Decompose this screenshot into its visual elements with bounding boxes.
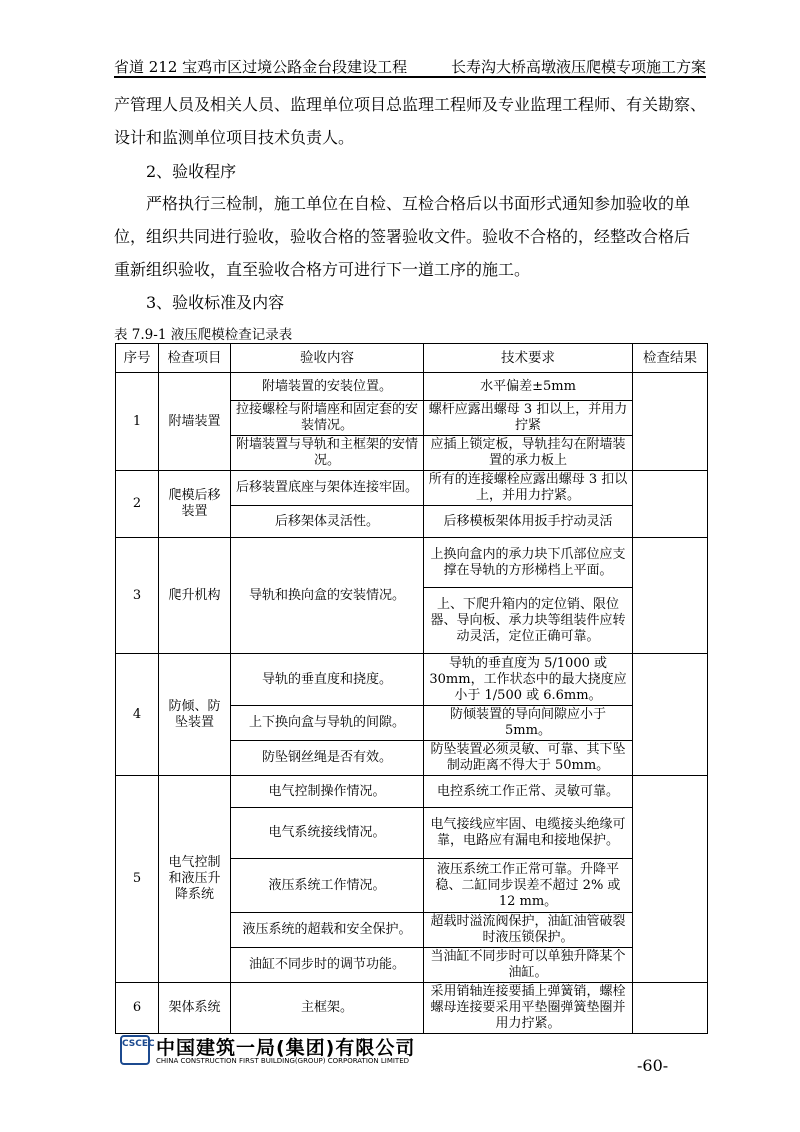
table-row [116,776,708,808]
inspection-result [633,654,708,776]
page-number: -60- [637,1056,669,1075]
acceptance-content: 附墙装置与导轨和主框架的安情况。 [231,436,424,471]
table-row [116,471,708,506]
inspection-item: 架体系统 [159,983,231,1034]
table-row [116,373,708,401]
row-number: 2 [116,471,159,538]
text-line: 设计和监测单位项目技术负责人。 [114,128,355,147]
table-header-row [116,344,708,373]
technical-requirement: 电气接线应牢固、电缆接头绝缘可靠，电路应有漏电和接地保护。 [424,808,633,859]
table-row [116,654,708,706]
row-number: 1 [116,373,159,471]
inspection-result [633,538,708,654]
section-heading-2: 2、验收程序 [146,162,237,181]
acceptance-content: 附墙装置的安装位置。 [231,373,424,401]
inspection-table [115,343,708,1034]
inspection-item: 电气控制和液压升降系统 [159,776,231,983]
technical-requirement: 导轨的垂直度为 5/1000 或 30mm，工作状态中的最大挠度应小于 1/500 或 6.6mm。 [424,654,633,706]
technical-requirement: 液压系统工作正常可靠。升降平稳、二缸同步误差不超过 2% 或 12 mm。 [424,859,633,913]
inspection-result [633,373,708,471]
acceptance-content: 主框架。 [231,983,424,1034]
col-header-item: 检查项目 [159,344,231,373]
inspection-item: 爬模后移装置 [159,471,231,538]
technical-requirement: 水平偏差±5mm [424,373,633,401]
technical-requirement: 螺杆应露出螺母 3 扣以上，并用力拧紧 [424,401,633,436]
inspection-result [633,983,708,1034]
technical-requirement: 上换向盒内的承力块下爪部位应支撑在导轨的方形梯档上平面。 [424,538,633,588]
inspection-item: 附墙装置 [159,373,231,471]
text-line: 产管理人员及相关人员、监理单位项目总监理工程师及专业监理工程师、有关勘察、 [114,95,707,114]
row-number: 3 [116,538,159,654]
technical-requirement: 超载时溢流阀保护，油缸油管破裂时液压锁保护。 [424,913,633,948]
inspection-item: 爬升机构 [159,538,231,654]
technical-requirement: 后移模板架体用扳手拧动灵活 [424,506,633,538]
table-row [116,983,708,1034]
col-header-requirement: 技术要求 [424,344,633,373]
col-header-result: 检查结果 [633,344,708,373]
header-project-title: 省道 212 宝鸡市区过境公路金台段建设工程 [114,58,408,76]
inspection-result [633,471,708,538]
acceptance-content: 防坠钢丝绳是否有效。 [231,741,424,776]
company-name-cn: 中国建筑一局(集团)有限公司 [156,1037,416,1059]
row-number: 6 [116,983,159,1034]
technical-requirement: 上、下爬升箱内的定位销、限位器、导向板、承力块等组装件应转动灵活，定位正确可靠。 [424,588,633,654]
company-name-en: CHINA CONSTRUCTION FIRST BUILDING(GROUP) CORPORATION LIMITED [156,1057,410,1065]
technical-requirement: 电控系统工作正常、灵敏可靠。 [424,776,633,808]
text-line: 位，组织共同进行验收，验收合格的签署验收文件。验收不合格的，经整改合格后 [114,227,691,246]
paragraph-2 [114,187,714,286]
page-header [114,52,706,78]
paragraph-1 [114,88,714,154]
acceptance-content: 液压系统的超载和安全保护。 [231,913,424,948]
acceptance-content: 油缸不同步时的调节功能。 [231,948,424,983]
inspection-item: 防倾、防坠装置 [159,654,231,776]
col-header-no: 序号 [116,344,159,373]
acceptance-content: 电气控制操作情况。 [231,776,424,808]
technical-requirement: 当油缸不同步时可以单独升降某个油缸。 [424,948,633,983]
inspection-result [633,776,708,983]
acceptance-content: 拉接螺栓与附墙座和固定套的安装情况。 [231,401,424,436]
row-number: 5 [116,776,159,983]
row-number: 4 [116,654,159,776]
header-doc-title: 长寿沟大桥高墩液压爬模专项施工方案 [450,58,706,76]
technical-requirement: 防倾装置的导向间隙应小于 5mm。 [424,706,633,741]
acceptance-content: 导轨和换向盒的安装情况。 [231,538,424,654]
col-header-content: 验收内容 [231,344,424,373]
technical-requirement: 应插上锁定板，导轨挂勾在附墙装置的承力板上 [424,436,633,471]
cscec-logo-icon [120,1035,155,1065]
text-line: 严格执行三检制，施工单位在自检、互检合格后以书面形式通知参加验收的单 [146,194,691,213]
acceptance-content: 电气系统接线情况。 [231,808,424,859]
logo-mark-text: CSCEC [122,1039,155,1049]
section-heading-3: 3、验收标准及内容 [146,293,285,312]
acceptance-content: 后移架体灵活性。 [231,506,424,538]
acceptance-content: 液压系统工作情况。 [231,859,424,913]
acceptance-content: 上下换向盒与导轨的间隙。 [231,706,424,741]
technical-requirement: 所有的连接螺栓应露出螺母 3 扣以上，并用力拧紧。 [424,471,633,506]
technical-requirement: 防坠装置必须灵敏、可靠、其下坠制动距离不得大于 50mm。 [424,741,633,776]
table-caption: 表 7.9-1 液压爬模检查记录表 [114,327,293,343]
acceptance-content: 后移装置底座与架体连接牢固。 [231,471,424,506]
table-row [116,538,708,588]
technical-requirement: 采用销轴连接要插上弹簧销，螺栓螺母连接要采用平垫圈弹簧垫圈并用力拧紧。 [424,983,633,1034]
text-line: 重新组织验收，直至验收合格方可进行下一道工序的施工。 [114,260,531,279]
acceptance-content: 导轨的垂直度和挠度。 [231,654,424,706]
